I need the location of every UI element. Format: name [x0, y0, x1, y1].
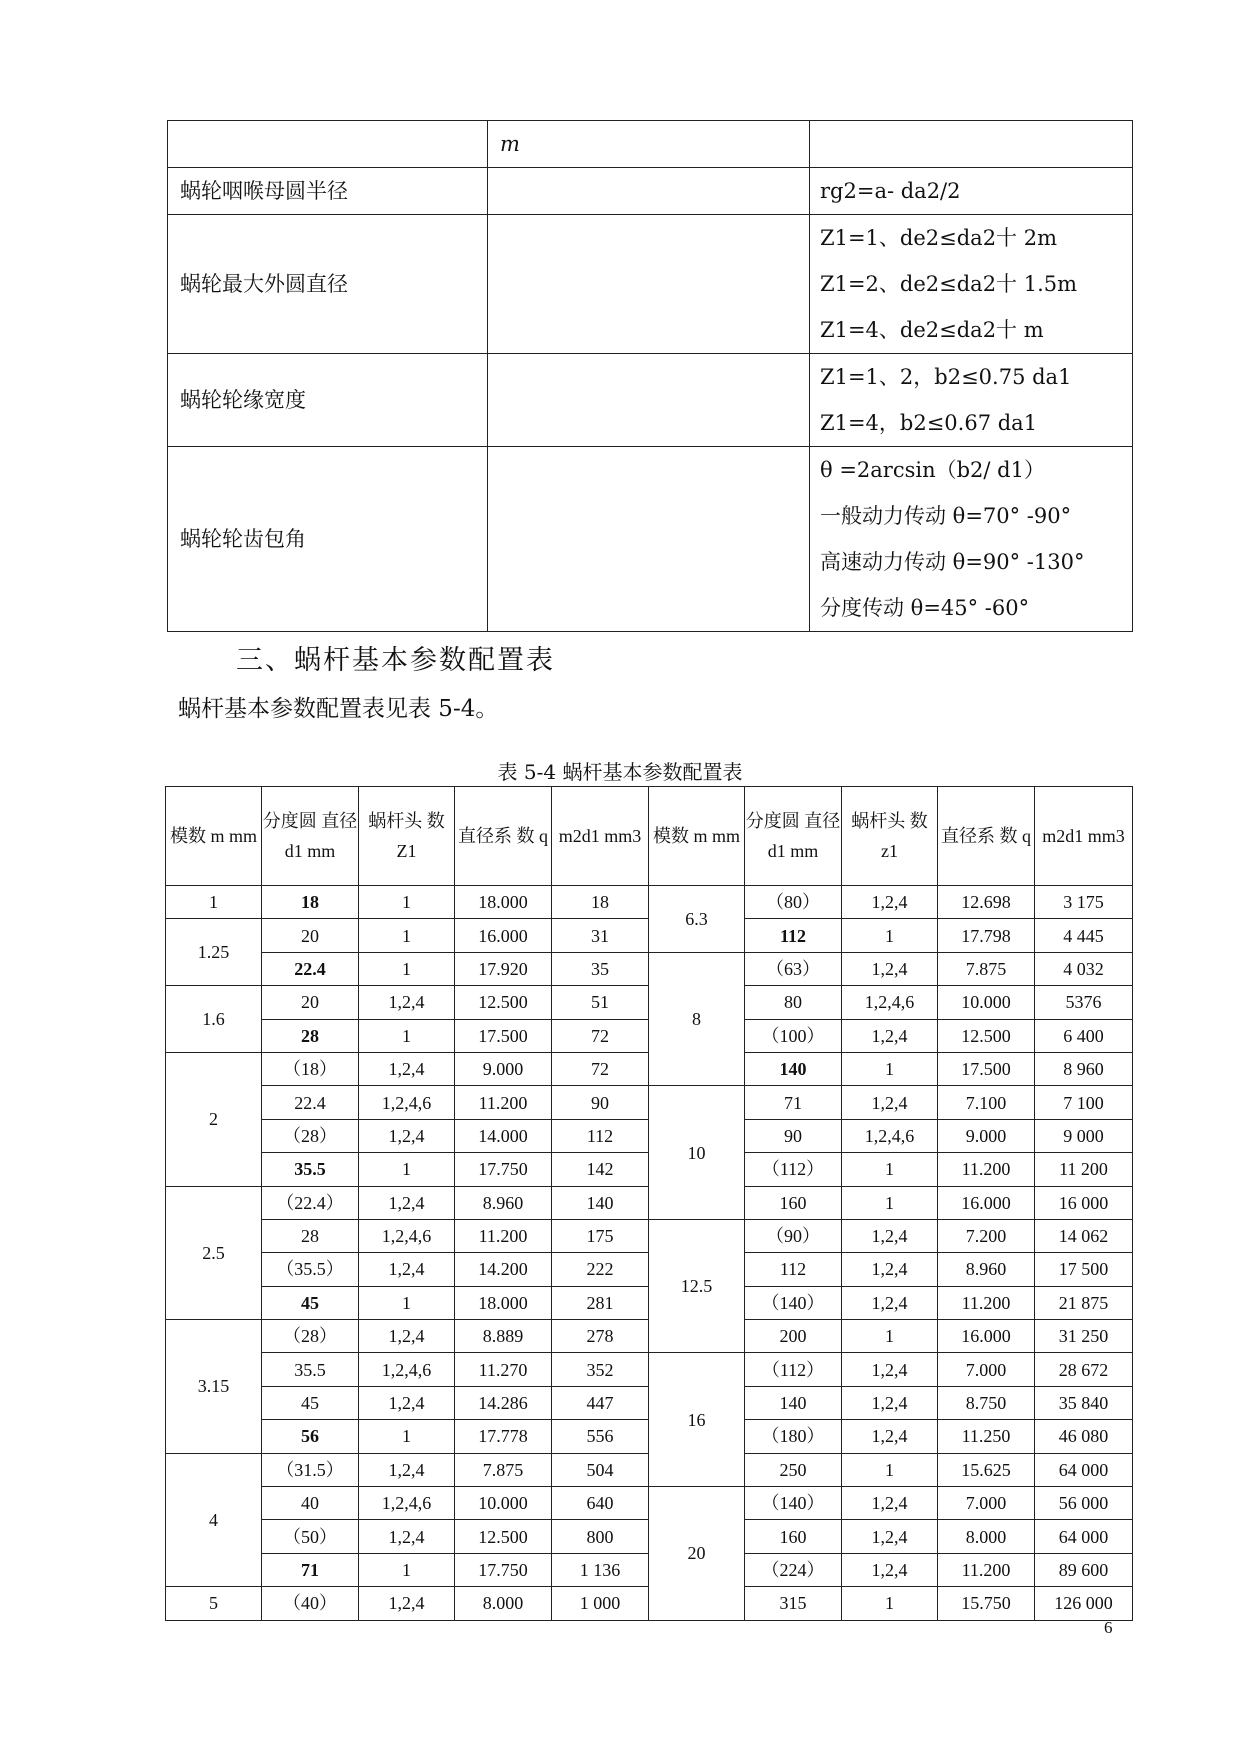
header-cell: 直径系 数 q	[938, 787, 1035, 886]
table-row	[166, 886, 1133, 919]
thread-count-cell: 1	[842, 1320, 938, 1353]
pitch-diameter-cell: 35.5	[262, 1153, 359, 1186]
m2d1-cell: 175	[552, 1219, 649, 1252]
diameter-factor-cell: 9.000	[938, 1119, 1035, 1152]
pitch-diameter-cell: （28）	[262, 1119, 359, 1152]
formula-line: rg2=a- da2/2	[820, 179, 961, 203]
pitch-diameter-cell: 90	[745, 1119, 842, 1152]
table-caption: 表 5-4 蜗杆基本参数配置表	[497, 760, 743, 784]
pitch-diameter-cell: 20	[262, 919, 359, 952]
thread-count-cell: 1	[359, 1019, 455, 1052]
formula-cell	[810, 215, 1133, 354]
thread-count-cell: 1,2,4,6	[842, 986, 938, 1019]
module-cell: 1.6	[166, 986, 262, 1053]
m2d1-cell: 56 000	[1035, 1487, 1133, 1520]
pitch-diameter-cell: 250	[745, 1453, 842, 1486]
thread-count-cell: 1,2,4	[842, 1086, 938, 1119]
diameter-factor-cell: 12.698	[938, 886, 1035, 919]
pitch-diameter-cell: （112）	[745, 1153, 842, 1186]
pitch-diameter-cell: （35.5）	[262, 1253, 359, 1286]
formula-middle	[488, 354, 810, 447]
diameter-factor-cell: 7.100	[938, 1086, 1035, 1119]
thread-count-cell: 1,2,4	[842, 1553, 938, 1586]
table-header-row	[166, 787, 1133, 886]
formula-line: Z1=1、2，b2≤0.75 da1	[820, 365, 1072, 389]
thread-count-cell: 1	[359, 1153, 455, 1186]
diameter-factor-cell: 17.798	[938, 919, 1035, 952]
diameter-factor-cell: 7.875	[938, 952, 1035, 985]
diameter-factor-cell: 17.750	[455, 1153, 552, 1186]
pitch-diameter-cell: （50）	[262, 1520, 359, 1553]
m2d1-cell: 17 500	[1035, 1253, 1133, 1286]
m2d1-cell: 7 100	[1035, 1086, 1133, 1119]
formula-line: 分度传动 θ=45° -60°	[820, 596, 1030, 620]
thread-count-cell: 1,2,4	[842, 952, 938, 985]
thread-count-cell: 1,2,4	[359, 1119, 455, 1152]
thread-count-cell: 1	[842, 1153, 938, 1186]
pitch-diameter-cell: （140）	[745, 1487, 842, 1520]
m2d1-cell: 640	[552, 1487, 649, 1520]
thread-count-cell: 1	[842, 1453, 938, 1486]
m2d1-cell: 64 000	[1035, 1453, 1133, 1486]
m2d1-cell: 556	[552, 1420, 649, 1453]
m2d1-cell: 18	[552, 886, 649, 919]
pitch-diameter-cell: 18	[262, 886, 359, 919]
pitch-diameter-cell: 112	[745, 1253, 842, 1286]
m2d1-cell: 51	[552, 986, 649, 1019]
diameter-factor-cell: 14.286	[455, 1386, 552, 1419]
header-cell: 分度圆 直径 d1 mm	[745, 787, 842, 886]
pitch-diameter-cell: 45	[262, 1286, 359, 1319]
diameter-factor-cell: 17.778	[455, 1420, 552, 1453]
thread-count-cell: 1,2,4	[842, 1520, 938, 1553]
m2d1-cell: 35 840	[1035, 1386, 1133, 1419]
parameter-name: 蜗轮轮齿包角	[168, 447, 488, 632]
thread-count-cell: 1	[842, 1186, 938, 1219]
formula-line: Z1=1、de2≤da2十 2m	[820, 226, 1058, 250]
diameter-factor-cell: 11.200	[455, 1086, 552, 1119]
module-cell: 20	[649, 1487, 745, 1621]
thread-count-cell: 1,2,4	[842, 1019, 938, 1052]
diameter-factor-cell: 8.000	[938, 1520, 1035, 1553]
diameter-factor-cell: 18.000	[455, 886, 552, 919]
parameter-name: 蜗轮咽喉母圆半径	[168, 168, 488, 215]
header-cell: 直径系 数 q	[455, 787, 552, 886]
thread-count-cell: 1,2,4	[842, 1286, 938, 1319]
m2d1-cell: 11 200	[1035, 1153, 1133, 1186]
diameter-factor-cell: 11.200	[938, 1553, 1035, 1586]
m2d1-cell: 278	[552, 1320, 649, 1353]
thread-count-cell: 1,2,4	[359, 1186, 455, 1219]
module-cell: 6.3	[649, 886, 745, 953]
diameter-factor-cell: 8.960	[938, 1253, 1035, 1286]
m2d1-cell: 4 032	[1035, 952, 1133, 985]
pitch-diameter-cell: （90）	[745, 1219, 842, 1252]
m2d1-cell: 800	[552, 1520, 649, 1553]
module-cell: 3.15	[166, 1320, 262, 1454]
formula-line: 一般动力传动 θ=70° -90°	[820, 504, 1072, 528]
thread-count-cell: 1,2,4	[842, 1353, 938, 1386]
m2d1-cell: 16 000	[1035, 1186, 1133, 1219]
pitch-diameter-cell: 315	[745, 1587, 842, 1620]
module-cell: 2	[166, 1052, 262, 1186]
diameter-factor-cell: 12.500	[938, 1019, 1035, 1052]
formula-row	[168, 168, 1133, 215]
pitch-diameter-cell: 71	[262, 1553, 359, 1586]
worm-parameter-table	[165, 786, 1133, 1621]
parameter-name: 蜗轮轮缘宽度	[168, 354, 488, 447]
header-cell: m2d1 mm3	[552, 787, 649, 886]
diameter-factor-cell: 8.960	[455, 1186, 552, 1219]
m2d1-cell: 9 000	[1035, 1119, 1133, 1152]
pitch-diameter-cell: 140	[745, 1052, 842, 1085]
diameter-factor-cell: 7.000	[938, 1353, 1035, 1386]
formula-middle: m	[488, 121, 810, 168]
pitch-diameter-cell: 28	[262, 1019, 359, 1052]
module-cell: 16	[649, 1353, 745, 1487]
m2d1-cell: 352	[552, 1353, 649, 1386]
thread-count-cell: 1	[359, 919, 455, 952]
m2d1-cell: 504	[552, 1453, 649, 1486]
module-cell: 1	[166, 886, 262, 919]
diameter-factor-cell: 12.500	[455, 1520, 552, 1553]
m2d1-cell: 8 960	[1035, 1052, 1133, 1085]
thread-count-cell: 1,2,4	[359, 1453, 455, 1486]
formula-line: Z1=4，b2≤0.67 da1	[820, 411, 1038, 435]
formula-row	[168, 121, 1133, 168]
diameter-factor-cell: 17.500	[455, 1019, 552, 1052]
pitch-diameter-cell: （31.5）	[262, 1453, 359, 1486]
thread-count-cell: 1	[842, 919, 938, 952]
header-cell: m2d1 mm3	[1035, 787, 1133, 886]
header-cell: 蜗杆头 数 z1	[842, 787, 938, 886]
table-row	[166, 952, 1133, 985]
formula-line: Z1=4、de2≤da2十 m	[820, 318, 1044, 342]
m2d1-cell: 447	[552, 1386, 649, 1419]
pitch-diameter-cell: （100）	[745, 1019, 842, 1052]
section-title: 三、蜗杆基本参数配置表	[236, 645, 555, 676]
thread-count-cell: 1,2,4	[359, 1520, 455, 1553]
m2d1-cell: 222	[552, 1253, 649, 1286]
diameter-factor-cell: 11.200	[938, 1286, 1035, 1319]
pitch-diameter-cell: 20	[262, 986, 359, 1019]
diameter-factor-cell: 12.500	[455, 986, 552, 1019]
module-cell: 10	[649, 1086, 745, 1220]
diameter-factor-cell: 18.000	[455, 1286, 552, 1319]
diameter-factor-cell: 8.000	[455, 1587, 552, 1620]
pitch-diameter-cell: 160	[745, 1520, 842, 1553]
pitch-diameter-cell: 160	[745, 1186, 842, 1219]
diameter-factor-cell: 14.200	[455, 1253, 552, 1286]
module-cell: 8	[649, 952, 745, 1086]
m2d1-cell: 31 250	[1035, 1320, 1133, 1353]
pitch-diameter-cell: 22.4	[262, 952, 359, 985]
m2d1-cell: 35	[552, 952, 649, 985]
pitch-diameter-cell: （112）	[745, 1353, 842, 1386]
pitch-diameter-cell: 112	[745, 919, 842, 952]
parameter-name: 蜗轮最大外圆直径	[168, 215, 488, 354]
module-cell: 2.5	[166, 1186, 262, 1320]
pitch-diameter-cell: （28）	[262, 1320, 359, 1353]
m2d1-cell: 72	[552, 1052, 649, 1085]
header-cell: 分度圆 直径 d1 mm	[262, 787, 359, 886]
thread-count-cell: 1,2,4	[359, 1587, 455, 1620]
parameter-name	[168, 121, 488, 168]
pitch-diameter-cell: 71	[745, 1086, 842, 1119]
thread-count-cell: 1	[359, 1420, 455, 1453]
m2d1-cell: 1 000	[552, 1587, 649, 1620]
formula-row	[168, 354, 1133, 447]
formula-middle	[488, 168, 810, 215]
thread-count-cell: 1,2,4	[359, 1386, 455, 1419]
formula-cell	[810, 354, 1133, 447]
table-row	[166, 1353, 1133, 1386]
diameter-factor-cell: 7.000	[938, 1487, 1035, 1520]
thread-count-cell: 1,2,4	[359, 1253, 455, 1286]
thread-count-cell: 1,2,4	[359, 986, 455, 1019]
diameter-factor-cell: 14.000	[455, 1119, 552, 1152]
table-row	[166, 1219, 1133, 1252]
pitch-diameter-cell: （140）	[745, 1286, 842, 1319]
thread-count-cell: 1,2,4	[842, 886, 938, 919]
m2d1-cell: 1 136	[552, 1553, 649, 1586]
intro-paragraph: 蜗杆基本参数配置表见表 5-4。	[178, 696, 499, 722]
m2d1-cell: 142	[552, 1153, 649, 1186]
module-cell: 12.5	[649, 1219, 745, 1353]
pitch-diameter-cell: 56	[262, 1420, 359, 1453]
module-cell: 1.25	[166, 919, 262, 986]
thread-count-cell: 1,2,4	[842, 1386, 938, 1419]
formula-line: 高速动力传动 θ=90° -130°	[820, 550, 1085, 574]
formula-cell	[810, 447, 1133, 632]
thread-count-cell: 1,2,4	[842, 1219, 938, 1252]
m2d1-cell: 28 672	[1035, 1353, 1133, 1386]
thread-count-cell: 1	[842, 1052, 938, 1085]
diameter-factor-cell: 17.750	[455, 1553, 552, 1586]
pitch-diameter-cell: 80	[745, 986, 842, 1019]
diameter-factor-cell: 7.875	[455, 1453, 552, 1486]
page-number: 6	[1104, 1618, 1113, 1637]
pitch-diameter-cell: 45	[262, 1386, 359, 1419]
pitch-diameter-cell: （22.4）	[262, 1186, 359, 1219]
diameter-factor-cell: 15.625	[938, 1453, 1035, 1486]
diameter-factor-cell: 9.000	[455, 1052, 552, 1085]
thread-count-cell: 1,2,4	[842, 1253, 938, 1286]
diameter-factor-cell: 16.000	[455, 919, 552, 952]
m2d1-cell: 14 062	[1035, 1219, 1133, 1252]
m2d1-cell: 6 400	[1035, 1019, 1133, 1052]
module-cell: 5	[166, 1587, 262, 1620]
thread-count-cell: 1,2,4,6	[359, 1219, 455, 1252]
pitch-diameter-cell: 200	[745, 1320, 842, 1353]
table-row	[166, 1487, 1133, 1520]
diameter-factor-cell: 11.200	[455, 1219, 552, 1252]
formula-line: Z1=2、de2≤da2十 1.5m	[820, 272, 1078, 296]
m2d1-cell: 281	[552, 1286, 649, 1319]
thread-count-cell: 1	[842, 1587, 938, 1620]
m2d1-cell: 140	[552, 1186, 649, 1219]
diameter-factor-cell: 17.920	[455, 952, 552, 985]
thread-count-cell: 1	[359, 1286, 455, 1319]
formula-cell	[810, 121, 1133, 168]
diameter-factor-cell: 17.500	[938, 1052, 1035, 1085]
header-cell: 模数 m mm	[649, 787, 745, 886]
m2d1-cell: 90	[552, 1086, 649, 1119]
formula-cell	[810, 168, 1133, 215]
thread-count-cell: 1,2,4	[842, 1420, 938, 1453]
diameter-factor-cell: 16.000	[938, 1320, 1035, 1353]
diameter-factor-cell: 8.889	[455, 1320, 552, 1353]
thread-count-cell: 1,2,4	[359, 1052, 455, 1085]
diameter-factor-cell: 10.000	[455, 1487, 552, 1520]
thread-count-cell: 1,2,4,6	[359, 1353, 455, 1386]
pitch-diameter-cell: （224）	[745, 1553, 842, 1586]
diameter-factor-cell: 16.000	[938, 1186, 1035, 1219]
formula-middle	[488, 215, 810, 354]
m2d1-cell: 112	[552, 1119, 649, 1152]
worm-gear-formula-table	[167, 120, 1133, 632]
pitch-diameter-cell: （180）	[745, 1420, 842, 1453]
pitch-diameter-cell: （18）	[262, 1052, 359, 1085]
pitch-diameter-cell: 22.4	[262, 1086, 359, 1119]
m2d1-cell: 72	[552, 1019, 649, 1052]
m2d1-cell: 4 445	[1035, 919, 1133, 952]
diameter-factor-cell: 11.250	[938, 1420, 1035, 1453]
pitch-diameter-cell: 28	[262, 1219, 359, 1252]
thread-count-cell: 1,2,4,6	[359, 1086, 455, 1119]
m2d1-cell: 31	[552, 919, 649, 952]
pitch-diameter-cell: （80）	[745, 886, 842, 919]
thread-count-cell: 1,2,4	[359, 1320, 455, 1353]
m2d1-cell: 21 875	[1035, 1286, 1133, 1319]
thread-count-cell: 1	[359, 1553, 455, 1586]
m2d1-cell: 126 000	[1035, 1587, 1133, 1620]
thread-count-cell: 1	[359, 886, 455, 919]
pitch-diameter-cell: 40	[262, 1487, 359, 1520]
m2d1-cell: 46 080	[1035, 1420, 1133, 1453]
m2d1-cell: 3 175	[1035, 886, 1133, 919]
thread-count-cell: 1,2,4,6	[842, 1119, 938, 1152]
formula-row	[168, 447, 1133, 632]
m2d1-cell: 64 000	[1035, 1520, 1133, 1553]
pitch-diameter-cell: （63）	[745, 952, 842, 985]
thread-count-cell: 1	[359, 952, 455, 985]
diameter-factor-cell: 8.750	[938, 1386, 1035, 1419]
diameter-factor-cell: 15.750	[938, 1587, 1035, 1620]
m2d1-cell: 89 600	[1035, 1553, 1133, 1586]
header-cell: 蜗杆头 数 Z1	[359, 787, 455, 886]
module-cell: 4	[166, 1453, 262, 1587]
pitch-diameter-cell: 35.5	[262, 1353, 359, 1386]
m2d1-cell: 5376	[1035, 986, 1133, 1019]
thread-count-cell: 1,2,4,6	[359, 1487, 455, 1520]
formula-row	[168, 215, 1133, 354]
diameter-factor-cell: 11.270	[455, 1353, 552, 1386]
diameter-factor-cell: 10.000	[938, 986, 1035, 1019]
table-row	[166, 1086, 1133, 1119]
diameter-factor-cell: 7.200	[938, 1219, 1035, 1252]
pitch-diameter-cell: （40）	[262, 1587, 359, 1620]
thread-count-cell: 1,2,4	[842, 1487, 938, 1520]
formula-middle	[488, 447, 810, 632]
header-cell: 模数 m mm	[166, 787, 262, 886]
diameter-factor-cell: 11.200	[938, 1153, 1035, 1186]
formula-line: θ =2arcsin（b2/ d1）	[820, 458, 1045, 482]
pitch-diameter-cell: 140	[745, 1386, 842, 1419]
